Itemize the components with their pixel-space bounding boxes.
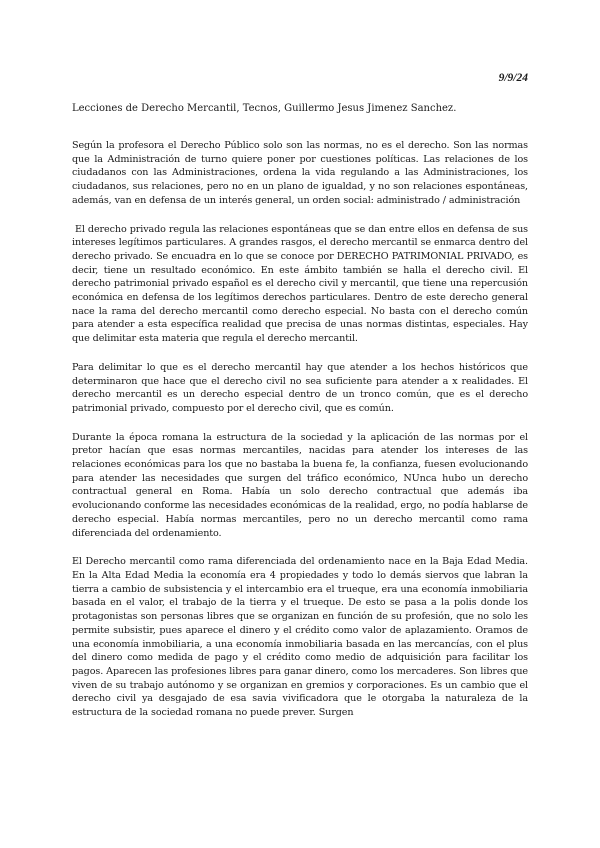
paragraph-baja-edad-media: El Derecho mercantil como rama diferenciada del ordenamiento nace en la Baja Edad Media. En la Alta Edad Media la economía era 4 propiedades y todo lo demás siervos que labran la tierra a cambio de subsistencia y el intercambio era el trueque, era una economía inmobiliaria basada en el valor, el trabajo de la tierra y el trueque. De esto se pasa a la polis donde los protagonistas son personas libres que se organizan en función de su profesión, que no solo les permite subsistir, pues aparece el dinero y el crédito como valor de aplazamiento. Oramos de una economía inmobiliaria, a una economía inmobiliaria basada en las mercancías, con el plus del dinero como medida de pago y el crédito como medio de adquisición para facilitar los pagos. Aparecen las profesiones libres para ganar dinero, como los mercaderes. Son libres que viven de su trabajo autónomo y se organizan en gremios y corporaciones. Es un cambio que el derecho civil ya desgajado de esa savia vivificadora que le otorgaba la naturaleza de la estructura de la sociedad romana no puede prever. Surgen <box>72 556 528 719</box>
paragraph-epoca-romana: Durante la época romana la estructura de la sociedad y la aplicación de las normas por el pretor hacían que esas normas mercantiles, nacidas para atender los intereses de las relaciones económicas para los que no bastaba la buena fe, la confianza, fuesen evolucionando para atender las necesidades que surgen del tráfico económico, NUnca hubo un derecho contractual general en Roma. Había un solo derecho contractual que además iba evolucionando conforme las necesidades económicas de la realidad, ergo, no podía hablarse de derecho especial. Había normas mercantiles, pero no un derecho mercantil como rama diferenciada del ordenamiento. <box>72 431 528 539</box>
paragraph-delimitar-derecho-mercantil: Para delimitar lo que es el derecho mercantil hay que atender a los hechos históricos que determinaron que hace que el derecho civil no sea suficiente para atender a x realidades. El derecho mercantil es un derecho especial dentro de un tronco común, que es el derecho patrimonial privado, compuesto por el derecho civil, que es común. <box>72 361 528 414</box>
document-header: Lecciones de Derecho Mercantil, Tecnos, Guillermo Jesus Jimenez Sanchez. <box>72 103 457 114</box>
paragraph-derecho-privado: El derecho privado regula las relaciones espontáneas que se dan entre ellos en defensa de sus intereses legítimos particulares. A grandes rasgos, el derecho mercantil se enmarca dentro del derecho privado. Se encuadra en lo que se conoce por DERECHO PATRIMONIAL PRIVADO, es decir, tiene un resultado económico. En este ámbito también se halla el derecho civil. El derecho patrimonial privado español es el derecho civil y mercantil, que tiene una repercusión económica en defensa de los legítimos derechos particulares. Dentro de este derecho general nace la rama del derecho mercantil como derecho especial. No basta con el derecho común para atender a esta específica realidad que precisa de unas normas distintas, especiales. Hay que delimitar esta materia que regula el derecho mercantil. <box>72 223 528 345</box>
document-date: 9/9/24 <box>498 72 528 84</box>
paragraph-derecho-publico: Según la profesora el Derecho Público solo son las normas, no es el derecho. Son las normas que la Administración de turno quiere poner por cuestiones políticas. Las relaciones de los ciudadanos con las Administraciones, ordena la vida regulando a las Administraciones, los ciudadanos, sus relaciones, pero no en un plano de igualdad, y no son relaciones espontáneas, además, van en defensa de un interés general, un orden social: administrado / administración <box>72 140 528 206</box>
